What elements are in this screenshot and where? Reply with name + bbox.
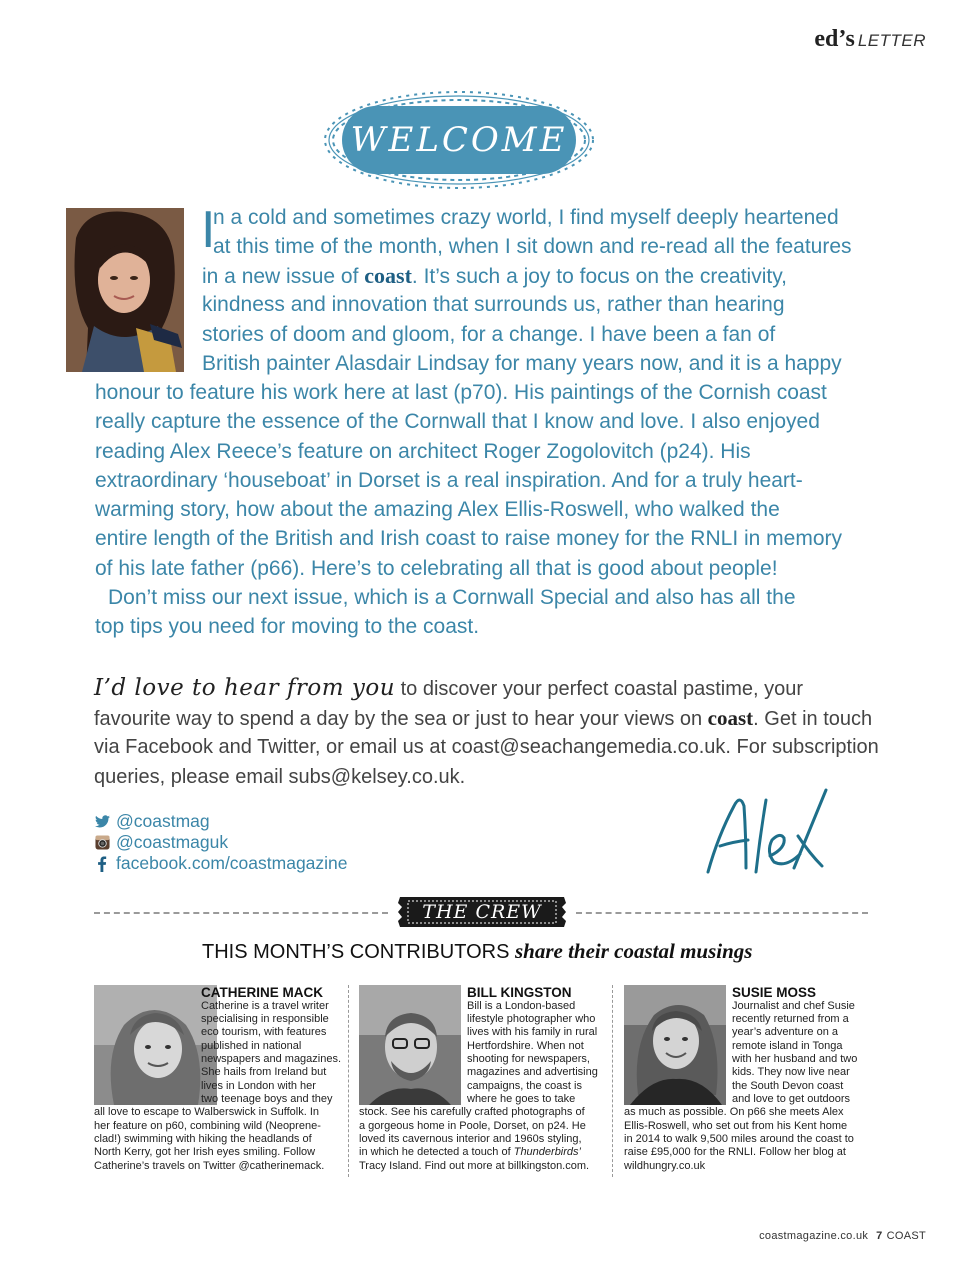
divider-left	[94, 912, 388, 914]
bio-line: Tracy Island. Find out more at billkingston.com.	[359, 1160, 590, 1172]
bio-line: remote island in Tonga	[732, 1040, 843, 1052]
welcome-title: WELCOME	[350, 120, 568, 160]
instagram-icon	[94, 835, 110, 851]
section-label	[814, 26, 926, 53]
bio-line: She hails from Ireland but	[201, 1066, 327, 1078]
facebook-link[interactable]	[94, 853, 348, 874]
bio-line: as much as possible. On p66 she meets Alex	[624, 1106, 844, 1118]
column-divider	[612, 985, 613, 1177]
bio-line: in 2014 to walk 9,500 miles around the coast to	[624, 1133, 854, 1145]
bio-line: two teenage boys and they	[201, 1093, 333, 1105]
bio-line-text: in which he detected a touch of	[359, 1146, 514, 1158]
twitter-handle: @coastmag	[116, 811, 210, 831]
contributor-name: CATHERINE MACK	[201, 985, 323, 1000]
instagram-handle: @coastmaguk	[116, 832, 229, 852]
editorial-line-start: in a new issue of	[202, 265, 365, 288]
page-footer	[759, 1230, 926, 1242]
bio-line: and love to get outdoors	[732, 1093, 851, 1105]
bio-line: Ellis-Roswell, who set out from his Kent home	[624, 1120, 848, 1132]
bio-line: with her husband and two	[732, 1053, 858, 1065]
contact-line	[94, 704, 872, 734]
publication-name: coast	[707, 706, 754, 730]
bio-line: Journalist and chef Susie	[732, 1000, 855, 1012]
bio-line: loved its cavernous interior and 1960s styling,	[359, 1133, 582, 1145]
bio-line: wildhungry.co.uk	[624, 1160, 706, 1172]
bio-line: Catherine’s travels on Twitter @catherinemack.	[94, 1160, 325, 1172]
editorial-line: extraordinary ‘houseboat’ in Dorset is a real inspiration. And for a truly heart-	[95, 469, 803, 492]
bio-line: clad!) swimming with hiking the headlands of	[94, 1133, 312, 1145]
contact-line-text: favourite way to spend a day by the sea or just to hear your views on	[94, 708, 708, 730]
editorial-line: Don’t miss our next issue, which is a Cornwall Special and also has all the	[108, 586, 796, 609]
publication-name: coast	[364, 263, 412, 288]
bio-line: shooting for newspapers,	[467, 1053, 590, 1065]
facebook-url: facebook.com/coastmagazine	[116, 853, 348, 873]
editor-photo	[66, 208, 184, 372]
section-label-sub: LETTER	[857, 31, 926, 50]
bio-line: lives in London with her	[201, 1080, 316, 1092]
editorial-line-end: . It’s such a joy to focus on the creativity,	[411, 265, 787, 288]
bio-line: magazines and advertising	[467, 1066, 598, 1078]
contributor-photo-bill	[359, 985, 461, 1105]
bio-line: all love to escape to Walberswick in Suffolk. In	[94, 1106, 319, 1118]
instagram-link[interactable]	[94, 832, 348, 853]
bio-line: lifestyle photographer who	[467, 1013, 596, 1025]
facebook-icon	[94, 856, 110, 872]
section-label-main: ed’s	[814, 26, 855, 52]
editorial-line: entire length of the British and Irish coast to raise money for the RNLI in memory	[95, 527, 843, 550]
bio-line: recently returned from a	[732, 1013, 849, 1025]
contributors-heading-main: THIS MONTH’S CONTRIBUTORS	[202, 941, 515, 963]
bio-line	[359, 1146, 581, 1159]
editorial-line: British painter Alasdair Lindsay for many years now, and it is a happy	[202, 352, 842, 375]
bio-line: Hertfordshire. When not	[467, 1040, 584, 1052]
bio-line: year’s adventure on a	[732, 1026, 838, 1038]
crew-title: THE CREW	[422, 901, 542, 923]
bio-line: kids. They now live near	[732, 1066, 850, 1078]
contributor-photo-catherine	[94, 985, 217, 1105]
bio-line: Bill is a London-based	[467, 1000, 576, 1012]
bio-line: newspapers and magazines.	[201, 1053, 342, 1065]
editorial-line: n a cold and sometimes crazy world, I find myself deeply heartened	[213, 206, 839, 229]
editorial-line: top tips you need for moving to the coast.	[95, 615, 480, 638]
bio-line-italic: Thunderbirds’	[513, 1146, 581, 1158]
social-links	[94, 811, 348, 874]
page-number: 7	[876, 1230, 883, 1242]
bio-line: stock. See his carefully crafted photographs of	[359, 1106, 585, 1118]
contributor-name: BILL KINGSTON	[467, 985, 572, 1000]
bio-line: eco tourism, with features	[201, 1026, 327, 1038]
editorial-line: reading Alex Reece’s feature on architect Roger Zogolovitch (p24). His	[95, 440, 751, 463]
contact-line: via Facebook and Twitter, or email us at coast@seachangemedia.co.uk. For subscription	[94, 736, 879, 758]
bio-line: the South Devon coast	[732, 1080, 844, 1092]
editor-signature	[700, 776, 840, 886]
bio-line: lives with his family in rural	[467, 1026, 598, 1038]
divider-right	[576, 912, 868, 914]
editorial-line: at this time of the month, when I sit down and re-read all the features	[213, 235, 852, 258]
contact-script-heading: I’d love to hear from you	[94, 675, 396, 701]
contact-line: queries, please email subs@kelsey.co.uk.	[94, 766, 466, 788]
editorial-line: of his late father (p66). Here’s to celebrating all that is good about people!	[95, 557, 778, 580]
contact-line-text: . Get in touch	[753, 708, 873, 730]
editorial-line: really capture the essence of the Cornwall that I know and love. I also enjoyed	[95, 410, 820, 433]
editorial-line: stories of doom and gloom, for a change. I have been a fan of	[202, 323, 776, 346]
contributor-photo-susie	[624, 985, 726, 1105]
editorial-line	[202, 261, 787, 291]
bio-line: published in national	[201, 1040, 302, 1052]
editorial-line: warming story, how about the amazing Alex Ellis-Roswell, who walked the	[95, 498, 780, 521]
footer-site: coastmagazine.co.uk	[759, 1230, 869, 1242]
twitter-icon	[94, 814, 110, 830]
footer-mag: COAST	[886, 1230, 926, 1242]
bio-line: where he goes to take	[467, 1093, 576, 1105]
bio-line: campaigns, the coast is	[467, 1080, 582, 1092]
bio-line: a gorgeous home in Poole, Dorset, on p24. He	[359, 1120, 586, 1132]
contributors-heading-italic: share their coastal musings	[514, 939, 753, 963]
editorial-line: honour to feature his work here at last (p70). His paintings of the Cornish coast	[95, 381, 827, 404]
editorial-line: kindness and innovation that surrounds us, rather than hearing	[202, 293, 785, 316]
bio-line: specialising in responsible	[201, 1013, 329, 1025]
contact-line	[94, 674, 803, 704]
bio-line: her feature on p60, combining wild (Neoprene-	[94, 1120, 321, 1132]
drop-cap: I	[201, 201, 216, 259]
twitter-link[interactable]	[94, 811, 348, 832]
bio-line: Catherine is a travel writer	[201, 1000, 329, 1012]
bio-line: North Kerry, got her Irish eyes smiling. Follow	[94, 1146, 316, 1158]
column-divider	[348, 985, 349, 1177]
bio-line: raise £95,000 for the RNLI. Follow her blog at	[624, 1146, 846, 1158]
contributor-name: SUSIE MOSS	[732, 985, 817, 1000]
contributors-heading	[202, 939, 752, 964]
contact-line-text: to discover your perfect coastal pastime, your	[395, 678, 803, 700]
